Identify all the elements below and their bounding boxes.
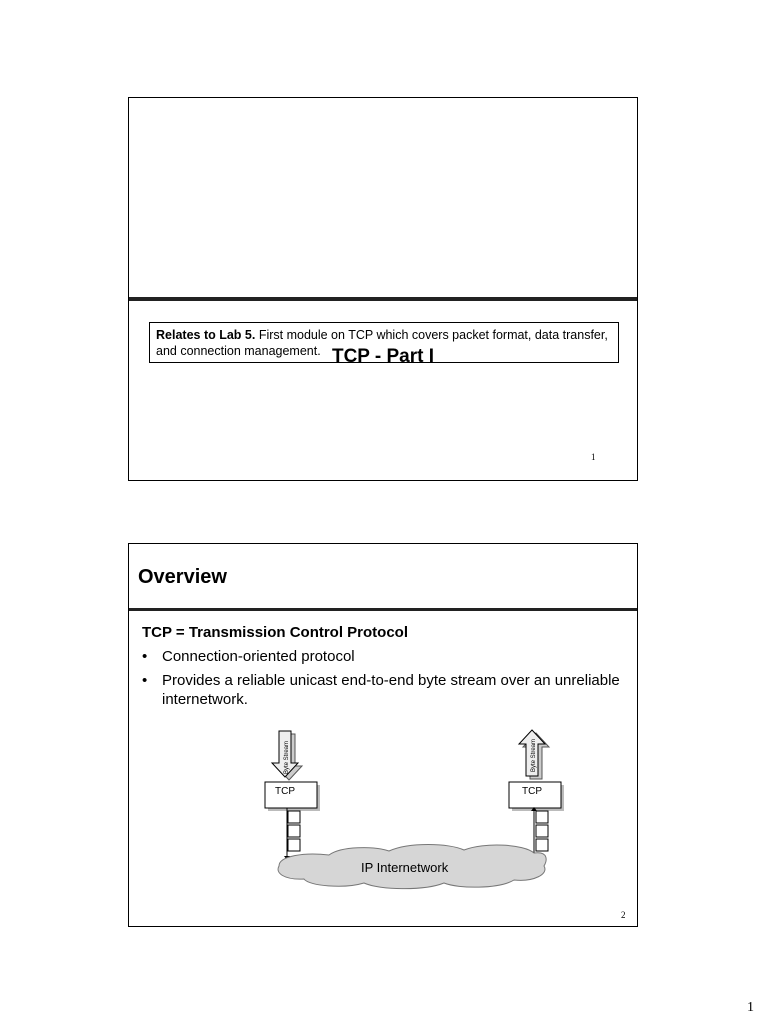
title-divider xyxy=(129,297,637,301)
lab-note-box xyxy=(149,322,619,363)
slide-number: 1 xyxy=(591,452,596,462)
right-arrow-label: Byte Stream xyxy=(531,738,537,772)
right-up-arrow xyxy=(519,730,549,779)
page-number: 1 xyxy=(747,1000,754,1015)
left-down-arrow xyxy=(272,731,302,780)
left-packet-queue xyxy=(284,808,300,860)
bullet-text: Connection-oriented protocol xyxy=(162,648,355,665)
slide-title: TCP - Part I xyxy=(331,346,435,367)
right-tcp-box xyxy=(509,782,564,811)
bullet-glyph: • xyxy=(142,672,148,689)
slide-2 xyxy=(128,543,638,927)
slide-1 xyxy=(128,97,638,481)
left-tcp-box xyxy=(265,782,320,811)
bullet-text: Provides a reliable unicast end-to-end byte stream over an unreliable internetwork. xyxy=(162,672,620,708)
lab-note-bold: Relates to Lab 5. xyxy=(156,328,256,342)
cloud-label: IP Internetwork xyxy=(361,860,449,875)
slide-heading: Overview xyxy=(138,566,227,588)
left-arrow-label: Byte Stream xyxy=(284,740,290,774)
right-tcp-label: TCP xyxy=(522,786,542,797)
right-packet-queue xyxy=(531,807,548,856)
slide-number: 2 xyxy=(621,910,626,920)
ip-internetwork-cloud xyxy=(278,845,546,889)
tcp-byte-stream-diagram xyxy=(129,544,637,926)
bullet-glyph: • xyxy=(142,648,148,665)
lab-note-text: First module on TCP which covers packet format, data transfer, and connection management. xyxy=(156,328,608,358)
tcp-definition: TCP = Transmission Control Protocol xyxy=(142,624,409,641)
left-tcp-label: TCP xyxy=(275,786,295,797)
